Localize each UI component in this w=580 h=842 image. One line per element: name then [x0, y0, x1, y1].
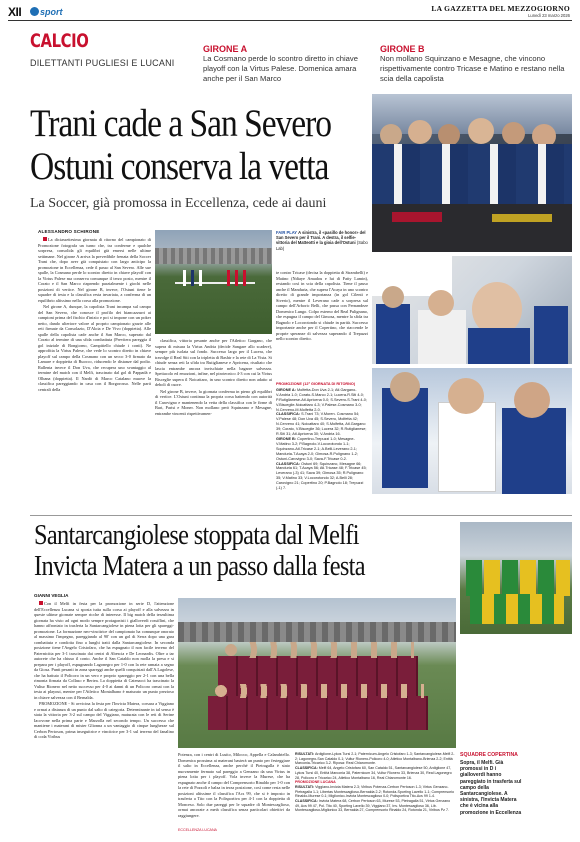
girone-b-label: GIRONE B: [380, 44, 425, 54]
second-byline: GIANNI VEGLIA: [34, 593, 69, 598]
page-number: XII: [8, 5, 22, 19]
issue-date: Lunedì 23 marzo 2026: [528, 13, 570, 18]
main-byline: ALESSANDRO SCHIRONE: [38, 229, 100, 234]
ostuni-celebration-photo: [372, 94, 572, 252]
main-col2-p2: Nel girone B, invece, la giornata conferma in pieno gli equilibri di vertice. L'Ostuni continua la propria corsa battendo con autorità il Carovigno e mantenendo la vetta della classifica con le firme di Bari, Parisi e Moner. Non mollano però Squinzano e Mesagne, entrambe vincenti rispettivamen-: [155, 388, 272, 416]
section-title: CALCIO: [30, 30, 89, 52]
main-col1-p2: Nel girone A, dunque, la capolista Trani incampa sul campo del San Severo, che conosce il profilo dei biancazzurri ai campioni prima del fischio d'inizio e poi si impone con un poker netto, dando ulteriore valore al proprio campionato grazie alle reti firmate da Consolazio, D'Aloia e De Vivo (doppietta). Alle spalle della capolista cade anche il San Marco, superato dal Corato al termine di una sfida combattuta (Previtera pareggia il gol iniziale di Bongiorno, Campitiello chiude i conti). Ne approfitta la Virtus Palese, che vede lo scontro diretto in chiave playoff sul campo della Cosmano con un secco 3-0 firmato da Lamare e doppietta di Ruocco, riducendo le distanze dal podio. Rallenta invece il Don Uva, che recupera uno svantaggio al termine del match con il Melfi, trascinato dal gol di Pappadà e Olbana (doppietta). Il Nardò di Marco Catalano muove la classifica pareggiando in casa con il Borgorosso. Nelle parti centrali della: [38, 304, 151, 392]
promozione-lucana-label: PROMOZIONE LUCANA: [295, 780, 336, 785]
lucana-results-box: [295, 752, 455, 836]
girone-b-box: [380, 44, 572, 84]
promozione-title: PROMOZIONE (12ª GIORNATA DI RITORNO): [276, 382, 356, 386]
girone-b-results: GIRONE B: Copertino-Trepuzzi 1-0; Mesagne-V.Matino 3-2; P.Bagnolo-V.Locorotondo 1-1; Squinzano-Atl.Tricase 2-1; A.Belli-Leverano 2-1; Manduria-T.Acaya 2-0; Gimosa-R.Pulignano 1-2; Ostuni-Carovigno 3-0; Sava-F.Tricase 0-2.: [276, 436, 358, 461]
caption-credit: (Sabo Lab): [276, 240, 368, 251]
girone-a-box: [203, 44, 371, 84]
sidebar-box: [460, 752, 572, 816]
second-article-col1: [34, 601, 174, 836]
girone-a-label: GIRONE A: [203, 44, 248, 54]
main-deck: La Soccer, già promossa in Eccellenza, cede ai dauni: [30, 196, 327, 211]
main-headline-1: Trani cade a San Severo: [30, 102, 332, 145]
pasillo-de-honor-photo: [155, 230, 272, 334]
section-subtitle: DILETTANTI PUGLIESI E LUCANI: [30, 58, 175, 68]
eccellenza-results: RISULTATI: Ardiglione-Lykos Tursi 2-1; Paternicum-Angelo Cristofaro 1-3; Santarcangiolese-Melfi 2-2; Lagonegro-San Cataldo 0-1; Vultur Rionero-Policoro 4-0; Atletico Montalbano-Brienza 2-2; Entità Marconia-Tricarico 3-2. Riposa: Real Chiaromonte.: [295, 752, 455, 766]
main-col1-p1: La diciassettesima giornata di ritorno del campionato di Promozione fotografa un turno che, tra conferme e qualche sorpresa, consolida gli equilibri già emersi nelle ultime settimane. Nel girone A arriva la prevedibile frenata della Soccer Trani che, dopo aver già conquistato con largo anticipo la promozione in Eccellenza, cede il passo al San Severo. Alle sue spalle, la Cosmano perde lo scontro diretto in chiave playoff con la Virtus Palese ma conserva comunque il terzo posto, mentre il Corato e il San Marco riaprendo parzialmente i giochi nelle posizioni di vertice. Nel girone B, invece, l'Ostuni tiene le squadre di testa e la classifica resta invariata, a conferma di un equilibrio altissimo nella corsa alla promozione.: [38, 237, 151, 303]
section-divider: [30, 515, 572, 516]
sport-logo: sport: [30, 6, 63, 17]
second-col2-p1: Potenza, con i centri di Lusito, Milocco, Appella e Calandriello. Domenica prossima ai materani basterà un punto per festeggiare il salto in Eccellenza, anche perché il Pietragalla è stato nuovamente fermato sul pareggio a Genzano da una Virtus in piena lotta per i playoff. Vola invece la Murese, che ha espugnato anche il campo del Comprensorio Rinaldo per 1-0 con la rete di Pozzoli e balza in terza posizione, così come resta nelle posizioni altissime il classifica l'Acs 99, che si è imposto in trasferta a Tito con la Polisportiva per 4-1 con la doppietta di Monceso. Solo due pareggi per le squadre di Montescaglioso, ormai ancorate a metà classifica senza particolari obiettivi da raggiungere.: [178, 752, 290, 818]
invicta-matera-team-photo: [178, 598, 456, 748]
girone-a-text: La Cosmano perde lo scontro diretto in chiave playoff con la Virtus Palese. Domenica amara anche per il San Marco: [203, 54, 358, 83]
second-col1-p2: PROMOZIONE - Si avvicina la festa per l'Invicta Matera, corsara a Viggiano e ormai a distanza di un punto dal salto di categoria. Determinante in tal senso è stata la vittoria per 3-2 sul campo del Viggiano, maturata con le reti di Serine Iacovone nella prima parte e Marzolla nel secondo tempo. Un successo che mantiene i materani di mister Glionna a un vantaggio di cinque lunghezze sul Cerbon Pertoson, prima inseguitrice e vincitrice per 3-1 sul terreno del fanalino di coda Viribus: [34, 701, 174, 739]
red-square-icon: [39, 601, 43, 605]
second-article-col2: [178, 752, 290, 824]
caption-label: FAIR PLAY: [276, 230, 298, 235]
newspaper-name: LA GAZZETTA DEL MEZZOGIORNO: [431, 4, 570, 13]
celebration-detail-photo: [372, 368, 572, 494]
second-headline-1: Santarcangiolese stoppata dal Melfi: [34, 519, 359, 551]
main-col3-p1: te contro Tricase (decisa la doppietta di Strambelli) e Matino (Ndiaye Amadou e lui di Fatty Lamin), restando così in scia della capolista. Tiene il passo anche il Manduria, che supera l'Acaya in uno scontro diretto di grande importanza (in gol Cilenti e Siverio), mentre il Leverano cade a sorpresa sul campo dell'Arboric Belli, che passa con Fernandeze Domenico Lungo. Colpo esterno del Real Pulignano, che espugna il campo del Gimosa, mentre la sfida tra Bagnolo e Locorotondo si chiude in parità. Successo importante anche per il Copertino, che riaccende le proprie speranze di salvezza superando il Trepuzzi nello scontro diretto.: [276, 270, 368, 341]
melfi-team-photo: [460, 522, 572, 634]
main-headline-2: Ostuni conserva la vetta: [30, 145, 329, 188]
main-article-col1: [38, 237, 151, 509]
main-article-col3: [276, 270, 368, 374]
promozione-results-box: [276, 382, 368, 512]
second-headline-2: Invicta Matera a un passo dalla festa: [34, 550, 365, 582]
second-col1-p1: Con il Melfi in festa per la promozione in serie D, l'attenzione dell'Eccellenza Lucana si sposta tutta sulla corsa ai playoff e alla salvezza in queste ultime giornate sempre ricche di interesse. Il big match della terzultima giornata ha visto ad ogni modo sempre protagonisti i gialloverdi rossiflini, che hanno affrontato in trasferta la Santarcangiolese in piena lotta per gli spareggi-promozione. La formazione neo-vincitrice del campionato ha comunque onorato al massimo l'impegno, pareggiando al 90' con un gol di Serra dopo una gara combattuta e condotta fino a lunghi tratti dalla Santarcangiolese. In seconda posizione tiene l'Angelo Cristofaro, che ha espugnato il non facile terreno del Paternicitta per 3-1 trascinato dai centri di Abescia e De Leonardis. Oltre a tar autorete che ha chiuso il conto. Anche il San Cataldo non molla la presa e si prepara per i playoff, espugnando Lagonegro per 1-0 con la rete ramaia a segno da Giosa. Punti pesanti in zona spareggi anche quelli conquistati dall'A.Lagolese, che ha battuto il Policoro in un vero e proprio spareggio per 2-1 con una bella rimonta firmata da Collaso e Bertea. La doppietta di Catenacci ha trascinato la Vultur Rionero nel netto successo per 4-0 ai danni di un Policoro ormai con la testa ai playout, mentre per l'Atletico Montalbano è maturato un punto prezioso in chiave salvezza con il Bernalda.: [34, 601, 174, 700]
sidebar-label: SQUADRE COPERTINA: [460, 752, 518, 758]
eccellenza-credit: ECCELLENZA LUCANA: [178, 828, 217, 832]
promozione-lucana-results: RISULTATI: Viggiano-Invicta Matera 2-3; Viribus Potenza-Cerbon Pertoson 1-3; Virtus Genzano-Pietragalla 1-1; Libertas Montescaglioso-Bernalda 2-2; Rotonda-Sporting Lavello 1-1; Comprensorio Rinaldo-Murese 0-1; Miglionico-Invicta Montescaglioso 0-0; Polisportiva Tito-Acs 99 1-4.: [295, 784, 455, 799]
promozione-lucana-standings: CLASSIFICA: Invicta Matera 68, Cerbon Pertoson 63, Murese 53, Pietragalla 51, Virtus Genzano 49, Acs 99 47, Pol. Tito 40, Sporting Lavello 39, Viggiano 37, Inv. Montescaglioso 36, Lib. Montescaglioso-Miglionico 33, Bernalda 27, Comprensorio Rinaldo 24, Rotonda 21, Viribus Pz 7.: [295, 799, 451, 813]
girone-b-text: Non mollano Squinzano e Mesagne, che vincono rispettivamente contro Tricase e Matino e restano nella scia della capolista: [380, 54, 565, 83]
girone-b-standings: CLASSIFICA: Ostuni 69; Squinzano, Mesagne 66; Manduria 61; T.Acaya 56; Atl.Tricase 48; F.Tricase 45; Leverano (-3) 41; Sava 39; Gimosa 35; R.Pulignano 35; V.Matino 33; V.Locorotondo 32; A.Belli 28; Carovigno 21; Copertino 20; P.Bagnolo 18; Trepuzzi (-1) 7.: [276, 461, 367, 491]
ball-icon: [30, 7, 39, 16]
caption-text: A sinistra, il «pasillo de honor» del San Severo per il Trani. A destra, il selfie-vittoria del Matteotti e la gioia dell'Ostuni: [276, 230, 366, 246]
main-col2-p1: classifica, vittoria pesante anche per l'Atletico Gargano, che supera di misura la Virtus Andria (decide Sangare allo scadere), sempre più isolata sul fondo. Successo largo per il Lucera, che travolge il Real Siti con la tripletta di Bashir e la rete di La Vista. Si chiude senza reti la sfida tra Rutiglianese e Apricena, risultato che lascia entrambe ancora invischiate nella bagarre salvezza. Spettacolo ed emozioni, infine, nel pirotecnico 4-3 con cui la Virtus Bisceglie supera il Noicattaro, in uno scontro diretto non adatto ai deboli di cuore.: [155, 338, 272, 387]
girone-a-standings: CLASSIFICA: S.Trani 73; V.Moren. Cosmano 54; V.Palese 48; Don Uva 45; S.Severo, Molfetta 42; N.Cerveno 41; Noicattaro 40; S.Molfetta, Atl.Gargano 39; Corato, V.Bisceglie 36; Lucera 32; R.Rutiglianese; R.Siti 31; Atl.Apricena 30; V.Andria 16.: [276, 412, 367, 437]
main-article-col2: [155, 338, 272, 510]
red-square-icon: [43, 237, 47, 241]
matteotti-selfie-photo: [372, 256, 572, 364]
header-rule: [8, 20, 572, 21]
sidebar-text: Sopra, il Melfi. Già promossi in D i gialloverdi hanno pareggiato in trasferta sul campo della Santarcangiolese. A sinistra, l'Invicta Matera che è vicina alla promozione in Eccellenza: [460, 760, 522, 816]
girone-a-results: GIRONE A: Molfetta-Don Uva 2-1; Atl.Gargano-V.Andria 1-0; Corato-S.Marco 2-1; Lucera-R.Siti 4-0; P.Rutiglianese-Atl.Apricena 0-0; S.Severo-S.Trani 4-0; V.Bisceglie-Noicattaro 4-3; V.Palese-Cosmano 3-0; N.Cerveno-M.Molfetta 2-0.: [276, 387, 367, 412]
fair-play-caption: [276, 230, 368, 251]
eccellenza-standings: CLASSIFICA: Melfi 64, Angelo Cristofaro 60, San Cataldo 51, Santarcangiolese 50, Ardiglione 47, Lykos Tursi 40, Entità Marconia 38, Paternicum 34, Vultur Rionero 33, Brienza 30, Real Lagonegro 28, Policoro e Tricarico 24, Atletico Montalbano 16, Real Chiaromonte 16.: [295, 766, 452, 780]
